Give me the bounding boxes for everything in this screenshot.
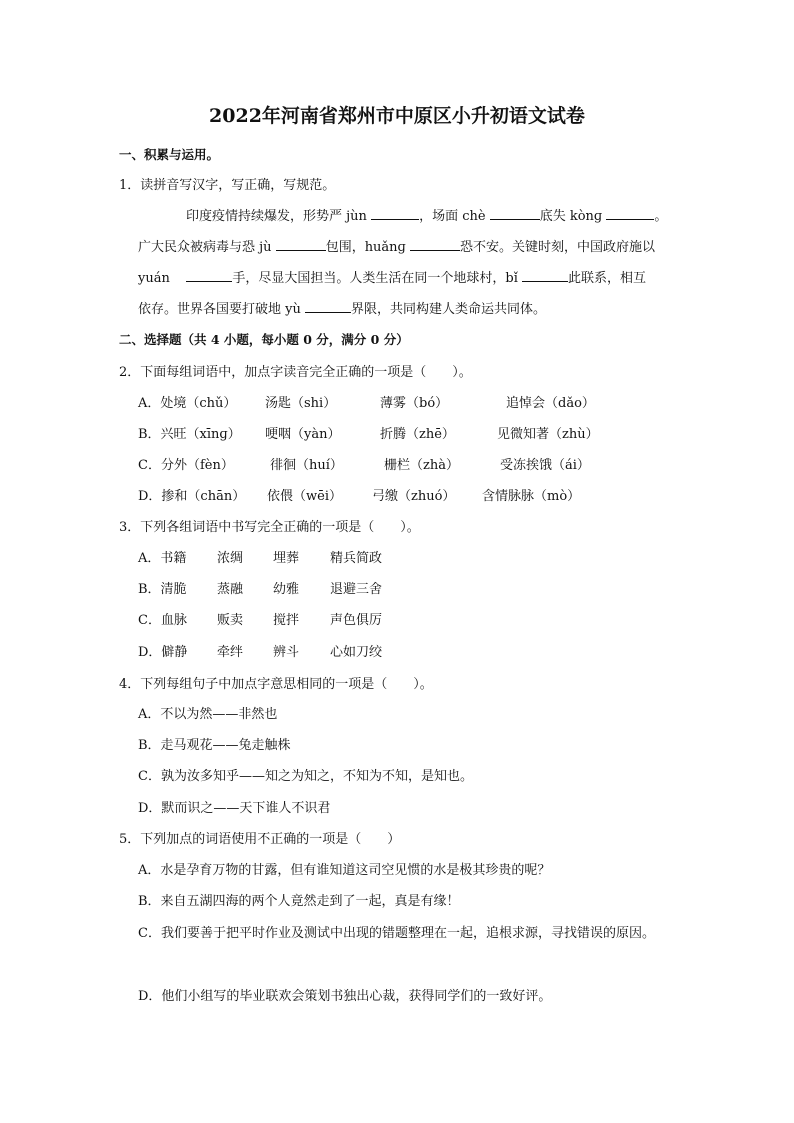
answer-blank[interactable] (276, 238, 326, 251)
option-item: C．分外（fèn） (138, 458, 234, 473)
option-item: 浓绸 (217, 551, 244, 566)
passage-line (138, 269, 646, 288)
option-item: 心如刀绞 (330, 645, 383, 660)
passage-text: 。 (654, 209, 668, 224)
option-item: A．处境（chǔ） (138, 396, 237, 411)
option-item: 贩卖 (217, 613, 244, 628)
option-item: A．不以为然——非然也 (138, 707, 278, 722)
option-item: 薄雾（bó） (380, 396, 449, 411)
option-item: D．他们小组写的毕业联欢会策划书独出心裁，获得同学们的一致好评。 (138, 989, 552, 1004)
option-item: 折腾（zhē） (380, 427, 455, 442)
passage-line (138, 238, 655, 257)
option-item: C．孰为汝多知乎——知之为知之，不知为不知，是知也。 (138, 769, 473, 784)
passage-text: 此联系，相互 (568, 271, 647, 286)
question-stem: 2．下面每组词语中，加点字读音完全正确的一项是（ ）。 (119, 365, 472, 380)
option-item: B．清脆 (138, 582, 187, 597)
option-item: D．掺和（chān） (138, 489, 246, 504)
section-heading: 一、积累与运用。 (119, 147, 220, 162)
answer-blank[interactable] (186, 269, 232, 282)
answer-blank[interactable] (410, 238, 460, 251)
option-item: 栅栏（zhà） (384, 458, 459, 473)
passage-text: 广大民众被病毒与恐 jù (138, 240, 272, 255)
option-item: 牵绊 (217, 645, 244, 660)
option-item: 幼雅 (273, 582, 300, 597)
option-item: 搅拌 (273, 613, 300, 628)
option-item: 追悼会（dǎo） (506, 396, 595, 411)
passage-text: 手，尽显大国担当。人类生活在同一个地球村，bǐ (232, 271, 518, 286)
option-item: D．默而识之——天下谁人不识君 (138, 801, 331, 816)
passage-text: 恐不安。关键时刻，中国政府施以 (460, 240, 656, 255)
passage-text: 依存。世界各国要打破地 yù (138, 302, 301, 317)
question-stem: 1．读拼音写汉字，写正确，写规范。 (119, 178, 336, 193)
passage-text: 印度疫情持续爆发，形势严 jùn (186, 209, 367, 224)
option-item: 含情脉脉（mò） (482, 489, 581, 504)
question-stem: 3．下列各组词语中书写完全正确的一项是（ ）。 (119, 520, 420, 535)
answer-blank[interactable] (606, 207, 654, 220)
option-item: 精兵简政 (330, 551, 383, 566)
option-item: 辨斗 (273, 645, 300, 660)
option-item: C．我们要善于把平时作业及测试中出现的错题整理在一起，追根求源，寻找错误的原因。 (138, 926, 655, 941)
answer-blank[interactable] (305, 300, 351, 313)
passage-text: 底失 kònɡ (539, 209, 603, 224)
option-item: 埋葬 (273, 551, 300, 566)
option-item: 汤匙（shi） (265, 396, 337, 411)
option-item: A．水是孕育万物的甘露，但有谁知道这司空见惯的水是极其珍贵的呢？ (138, 863, 551, 878)
question-stem: 4．下列每组句子中加点字意思相同的一项是（ ）。 (119, 677, 433, 692)
option-item: 哽咽（yàn） (265, 427, 341, 442)
passage-line (138, 300, 546, 319)
option-item: D．僻静 (138, 645, 188, 660)
option-item: 受冻挨饿（ái） (500, 458, 590, 473)
answer-blank[interactable] (522, 269, 568, 282)
option-item: 依偎（wēi） (267, 489, 342, 504)
answer-blank[interactable] (371, 207, 419, 220)
option-item: 徘徊（huí） (270, 458, 343, 473)
section-heading: 二、选择题（共 4 小题，每小题 0 分，满分 0 分） (119, 332, 409, 347)
answer-blank[interactable] (490, 207, 540, 220)
page-title: 2022年河南省郑州市中原区小升初语文试卷 (209, 105, 585, 127)
option-item: 声色俱厉 (330, 613, 383, 628)
option-item: 蒸融 (217, 582, 244, 597)
option-item: B．兴旺（xīnɡ） (138, 427, 241, 442)
option-item: 见微知著（zhù） (497, 427, 599, 442)
option-item: B．来自五湖四海的两个人竟然走到了一起，真是有缘！ (138, 894, 460, 909)
passage-text: ，场面 chè (419, 209, 486, 224)
option-item: 弓缴（zhuó） (372, 489, 456, 504)
option-item: B．走马观花——兔走触株 (138, 738, 291, 753)
passage-text: 包围，huǎnɡ (325, 240, 406, 255)
option-item: 退避三舍 (330, 582, 383, 597)
option-item: A．书籍 (138, 551, 187, 566)
passage-text: 界限，共同构建人类命运共同体。 (351, 302, 547, 317)
option-item: C．血脉 (138, 613, 187, 628)
passage-text: yuán (138, 271, 170, 286)
passage-line (186, 207, 667, 226)
question-stem: 5．下列加点的词语使用不正确的一项是（ ） (119, 832, 401, 847)
